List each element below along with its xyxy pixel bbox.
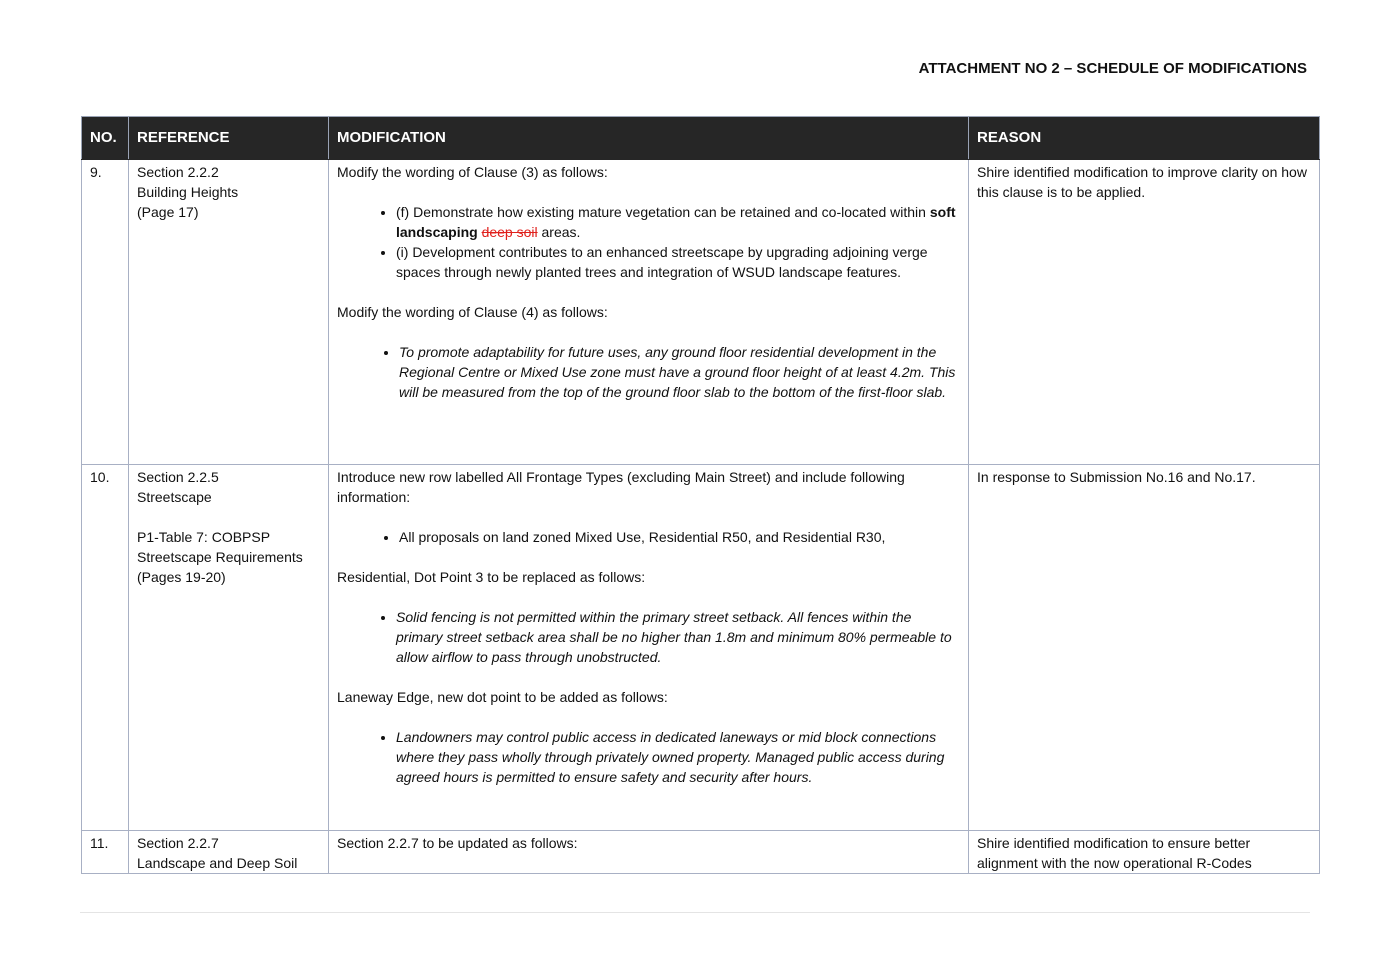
- list-item: • To promote adaptability for future uses, any ground floor residential development in the Regional Centre or Mixed Use zone must have a ground floor height of at least 4.2m. This will be measured from the top of the ground floor slab to the bottom of the first-floor slab.: [399, 342, 960, 402]
- column-header-no: NO.: [82, 117, 129, 160]
- cell-no: 9.: [82, 160, 129, 465]
- schedule-table: [81, 116, 1320, 874]
- bullet-text: areas.: [537, 224, 581, 240]
- modification-intro: Laneway Edge, new dot point to be added as follows:: [337, 689, 668, 705]
- modification-intro: Modify the wording of Clause (3) as follows:: [337, 164, 608, 180]
- cell-reason: Shire identified modification to ensure better alignment with the now operational R-Codes: [969, 831, 1320, 874]
- reference-line: Streetscape: [137, 489, 212, 505]
- inserted-text: soft landscaping: [396, 204, 956, 240]
- cell-reference: [129, 831, 329, 874]
- list-item: • All proposals on land zoned Mixed Use, Residential R50, and Residential R30,: [399, 527, 960, 547]
- reference-line: Building Heights: [137, 184, 239, 200]
- bullet-text: (f) Demonstrate how existing mature vegetation can be retained and co-located within: [396, 204, 930, 220]
- reference-line: (Pages 19-20): [137, 569, 226, 585]
- reference-line: Section 2.2.2: [137, 164, 219, 180]
- footer-divider: [80, 912, 1310, 913]
- table-row: [82, 465, 1320, 831]
- table-row: [82, 160, 1320, 465]
- cell-modification: [329, 465, 969, 831]
- reference-line: (Page 17): [137, 204, 199, 220]
- reference-line: Section 2.2.5: [137, 469, 219, 485]
- cell-reason: In response to Submission No.16 and No.17.: [969, 465, 1320, 831]
- table-header-row: [82, 117, 1320, 160]
- modification-intro: Residential, Dot Point 3 to be replaced as follows:: [337, 569, 646, 585]
- reference-line: P1-Table 7: COBPSP Streetscape Requirements: [137, 529, 303, 565]
- column-header-reason: REASON: [969, 117, 1320, 160]
- bullet-list: [337, 527, 960, 547]
- modification-intro: Introduce new row labelled All Frontage Types (excluding Main Street) and include following information:: [337, 469, 905, 505]
- modification-intro: Section 2.2.7 to be updated as follows:: [337, 835, 578, 851]
- list-item: [396, 202, 960, 242]
- cell-reason: Shire identified modification to improve clarity on how this clause is to be applied.: [969, 160, 1320, 465]
- cell-modification: [329, 831, 969, 874]
- bullet-list: [337, 342, 960, 402]
- reference-line: Section 2.2.7: [137, 835, 219, 851]
- reference-line: Landscape and Deep Soil: [137, 855, 298, 871]
- column-header-modification: MODIFICATION: [329, 117, 969, 160]
- modification-intro: Modify the wording of Clause (4) as follows:: [337, 304, 608, 320]
- list-item: • (i) Development contributes to an enhanced streetscape by upgrading adjoining verge spaces through newly planted trees and integration of WSUD landscape features.: [396, 242, 960, 282]
- cell-modification: [329, 160, 969, 465]
- list-item: • Landowners may control public access in dedicated laneways or mid block connections where they pass wholly through privately owned property. Managed public access during agreed hours is permitted to ensure safety and security after hours.: [396, 727, 960, 787]
- column-header-reference: REFERENCE: [129, 117, 329, 160]
- cell-no: 10.: [82, 465, 129, 831]
- page-title: ATTACHMENT NO 2 – SCHEDULE OF MODIFICATIONS: [918, 60, 1307, 77]
- deleted-text: deep soil: [481, 224, 538, 240]
- cell-reference: [129, 160, 329, 465]
- list-item: • Solid fencing is not permitted within the primary street setback. All fences within the primary street setback area shall be no higher than 1.8m and minimum 80% permeable to allow airflow to pass through unobstructed.: [396, 607, 960, 667]
- cell-reference: [129, 465, 329, 831]
- bullet-list: [337, 202, 960, 282]
- table-row: [82, 831, 1320, 874]
- bullet-list: [337, 607, 960, 667]
- bullet-list: [337, 727, 960, 787]
- cell-no: 11.: [82, 831, 129, 874]
